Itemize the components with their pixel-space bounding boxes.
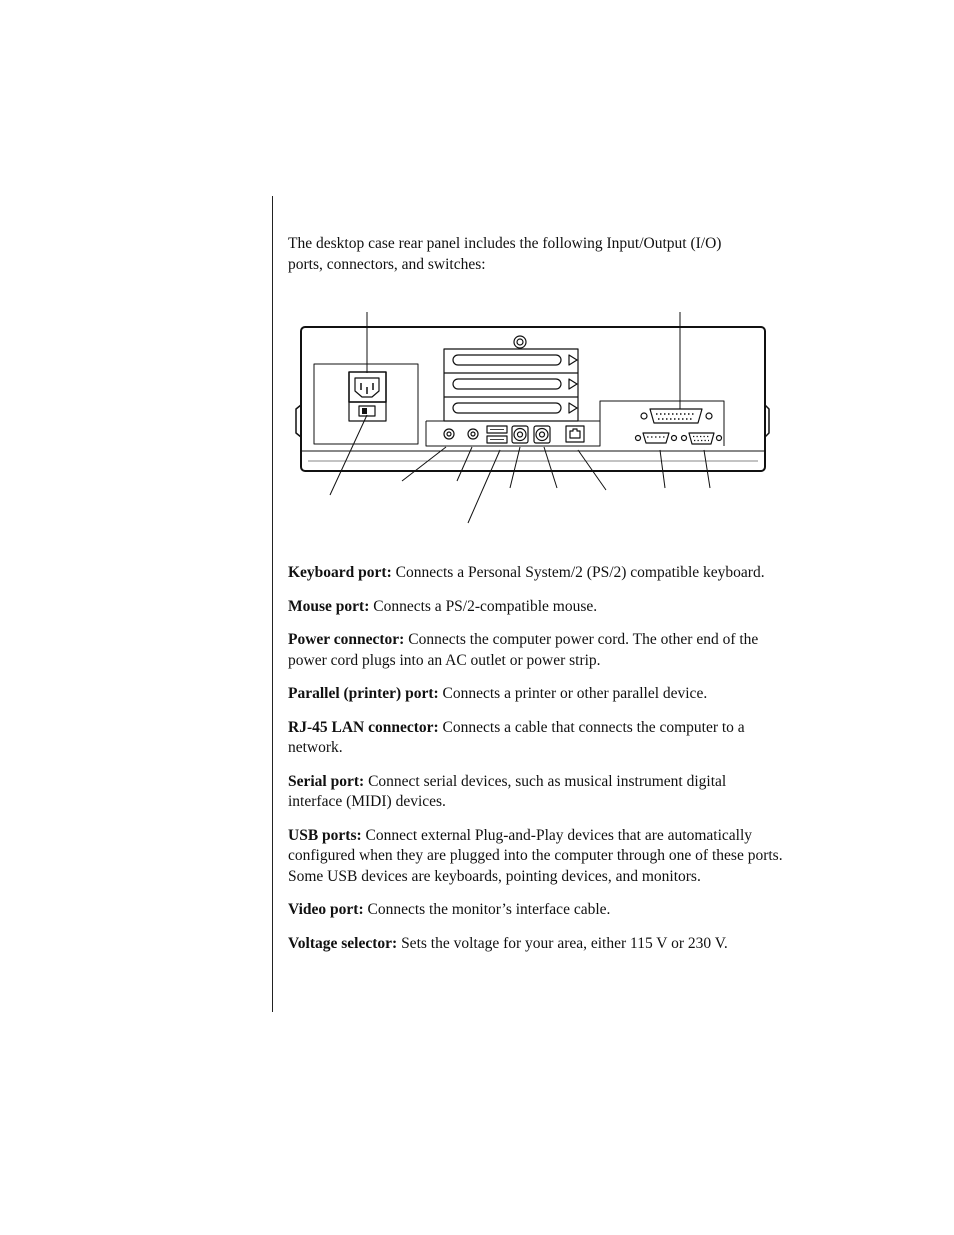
- definition-term: RJ-45 LAN connector:: [288, 718, 439, 736]
- definition-text: Connect serial devices, such as musical instrument digital interface (MIDI) devices.: [288, 772, 727, 810]
- power-connector: [349, 372, 386, 402]
- definition-keyboard-port: [288, 563, 783, 584]
- expansion-slots: [444, 349, 578, 421]
- margin-rule: [272, 196, 273, 1012]
- definition-text: Connect external Plug-and-Play devices that are automatically configured when they are plugged into the computer through one of these ports. Some USB devices are keyboards, pointing devices, and monitors.: [288, 826, 783, 885]
- definition-term: Serial port:: [288, 772, 365, 790]
- rear-panel-diagram: [288, 305, 788, 530]
- definition-text: Connects the computer power cord. The other end of the power cord plugs into an AC outlet or power strip.: [288, 631, 759, 669]
- definition-term: USB ports:: [288, 826, 362, 844]
- definition-text: Sets the voltage for your area, either 115 V or 230 V.: [401, 934, 728, 952]
- definition-term: Parallel (printer) port:: [288, 685, 439, 702]
- definition-video-port: [288, 900, 783, 921]
- port-definitions: [288, 563, 783, 967]
- definition-term: Power connector:: [288, 631, 405, 648]
- io-panel: [426, 401, 724, 446]
- definition-term: Video port:: [288, 901, 364, 918]
- definition-serial-port: [288, 772, 783, 813]
- power-supply-area: [314, 364, 418, 444]
- serial-port: [636, 433, 677, 443]
- definition-text: Connects a Personal System/2 (PS/2) compatible keyboard.: [395, 564, 765, 581]
- mouse-port: [512, 426, 528, 443]
- definition-term: Mouse port:: [288, 597, 370, 615]
- audio-jack-2: [468, 429, 478, 439]
- video-port: [682, 433, 722, 444]
- parallel-port: [641, 409, 712, 423]
- definition-text: Connects a PS/2-compatible mouse.: [373, 597, 598, 615]
- definition-term: Voltage selector:: [288, 934, 398, 952]
- definition-rj45-connector: [288, 718, 783, 759]
- definition-mouse-port: [288, 597, 783, 618]
- audio-jack-1: [444, 429, 454, 439]
- definition-text: Connects a cable that connects the computer to a network.: [288, 718, 745, 756]
- voltage-selector: [349, 402, 386, 421]
- definition-text: Connects the monitor’s interface cable.: [367, 901, 611, 918]
- usb-ports: [487, 426, 507, 443]
- definition-voltage-selector: [288, 934, 783, 955]
- definition-parallel-port: [288, 684, 783, 705]
- definition-usb-ports: [288, 826, 783, 888]
- definition-text: Connects a printer or other parallel device.: [442, 685, 708, 702]
- intro-paragraph: The desktop case rear panel includes the following Input/Output (I/O) ports, connectors, and switches:: [288, 235, 722, 273]
- definition-power-connector: [288, 630, 783, 671]
- rj45-connector: [566, 426, 584, 442]
- keyboard-port: [534, 426, 550, 443]
- definition-term: Keyboard port:: [288, 564, 392, 581]
